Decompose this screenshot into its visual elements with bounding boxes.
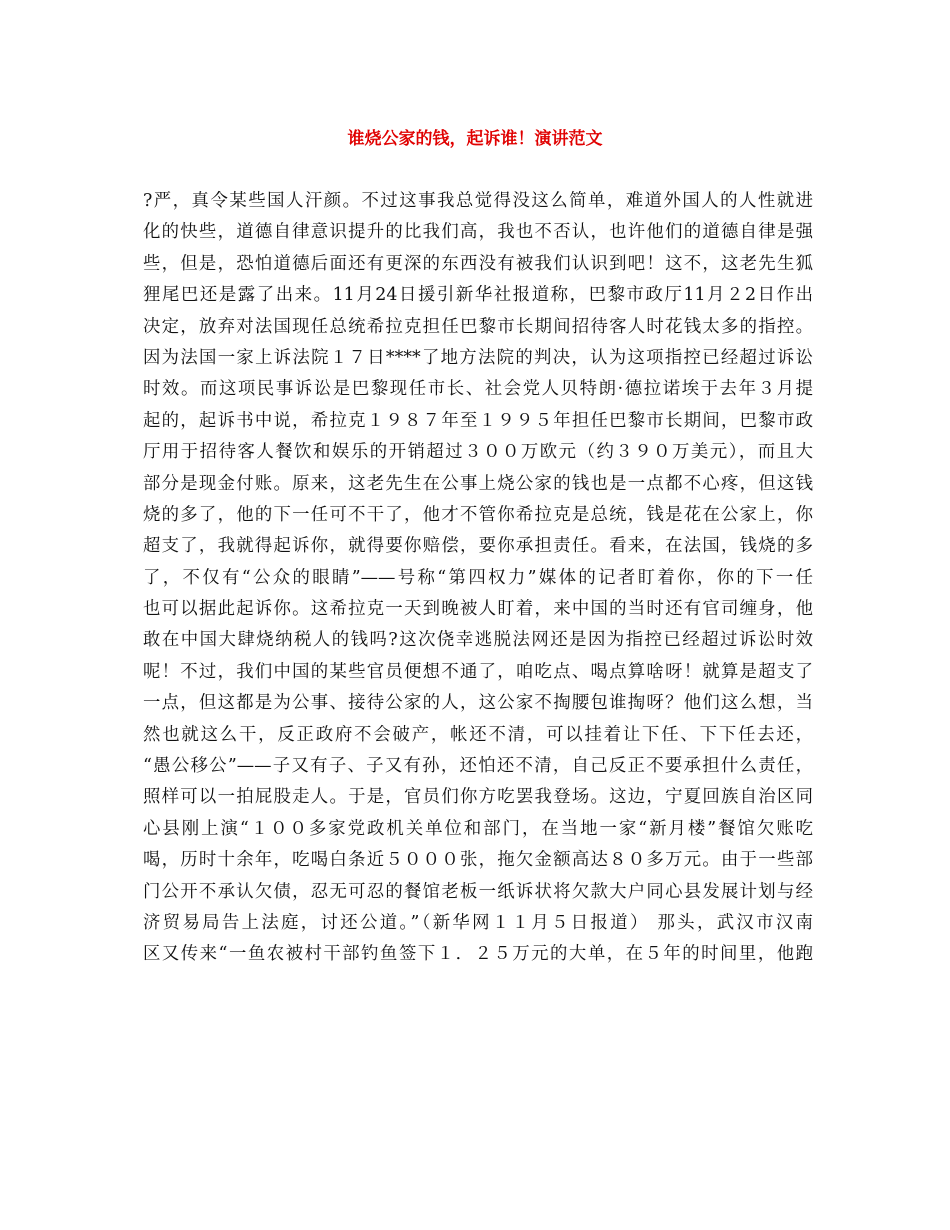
- paragraph-line: 烧的多了，他的下一任可不干了，他才不管你希拉克是总统，钱是花在公家上，你: [143, 504, 813, 525]
- paragraph-line: 也可以据此起诉你。这希拉克一天到晚被人盯着，来中国的当时还有官司缠身，他: [143, 599, 813, 620]
- paragraph-line: 厅用于招待客人餐饮和娱乐的开销超过３００万欧元（约３９０万美元），而且大: [143, 442, 813, 463]
- paragraph-line: 敢在中国大肆烧纳税人的钱吗?这次侥幸逃脱法网还是因为指控已经超过诉讼时效: [143, 630, 813, 651]
- article-body: [143, 186, 813, 971]
- paragraph-line: 济贸易局告上法庭，讨还公道。”（新华网１１月５日报道） 那头，武汉市汉南: [143, 912, 813, 933]
- page-title: 谁烧公家的钱，起诉谁！演讲范文: [347, 129, 603, 149]
- paragraph-line: 了，不仅有“公众的眼睛”——号称“第四权力”媒体的记者盯着你，你的下一任: [143, 567, 813, 588]
- paragraph-line: 化的快些，道德自律意识提升的比我们高，我也不否认，也许他们的道德自律是强: [143, 222, 813, 243]
- paragraph-line: ?严，真令某些国人汗颜。不过这事我总觉得没这么简单，难道外国人的人性就进: [143, 191, 813, 211]
- paragraph-line: 超支了，我就得起诉你，就得要你赔偿，要你承担责任。看来，在法国，钱烧的多: [143, 536, 813, 557]
- paragraph-line: 区又传来“一鱼农被村干部钓鱼签下１．２５万元的大单，在５年的时间里，他跑: [143, 944, 813, 965]
- paragraph-line: 心县刚上演“１００多家党政机关单位和部门，在当地一家“新月楼”餐馆欠账吃: [143, 818, 813, 839]
- paragraph-line: 狸尾巴还是露了出来。11月24日援引新华社报道称，巴黎市政厅11月２2日作出: [143, 285, 813, 306]
- paragraph-line: 照样可以一拍屁股走人。于是，官员们你方吃罢我登场。这边，宁夏回族自治区同: [143, 787, 813, 808]
- paragraph-line: 些，但是，恐怕道德后面还有更深的东西没有被我们认识到吧！这不，这老先生狐: [143, 253, 813, 274]
- paragraph-line: 呢！不过，我们中国的某些官员便想不通了，咱吃点、喝点算啥呀！就算是超支了: [143, 661, 813, 682]
- paragraph-line: 门公开不承认欠债，忍无可忍的餐馆老板一纸诉状将欠款大户同心县发展计划与经: [143, 881, 813, 902]
- paragraph-line: “愚公移公”——子又有子、子又有孙，还怕还不清，自己反正不要承担什么责任，: [143, 756, 813, 777]
- paragraph-line: 因为法国一家上诉法院１７日****了地方法院的判决，认为这项指控已经超过诉讼: [143, 347, 813, 368]
- paragraph-line: 决定，放弃对法国现任总统希拉克担任巴黎市长期间招待客人时花钱太多的指控。: [143, 316, 813, 337]
- paragraph-line: 一点，但这都是为公事、接待公家的人，这公家不掏腰包谁掏呀？他们这么想，当: [143, 693, 813, 714]
- paragraph-line: 然也就这么干，反正政府不会破产，帐还不清，可以挂着让下任、下下任去还，: [143, 724, 813, 745]
- paragraph-line: 喝，历时十余年，吃喝白条近５０００张，拖欠金额高达８０多万元。由于一些部: [143, 850, 813, 871]
- paragraph-line: 时效。而这项民事诉讼是巴黎现任市长、社会党人贝特朗·德拉诺埃于去年３月提: [143, 379, 813, 400]
- paragraph-line: 部分是现金付账。原来，这老先生在公事上烧公家的钱也是一点都不心疼，但这钱: [143, 473, 813, 494]
- paragraph-line: 起的，起诉书中说，希拉克１９８７年至１９９５年担任巴黎市长期间，巴黎市政: [143, 410, 813, 431]
